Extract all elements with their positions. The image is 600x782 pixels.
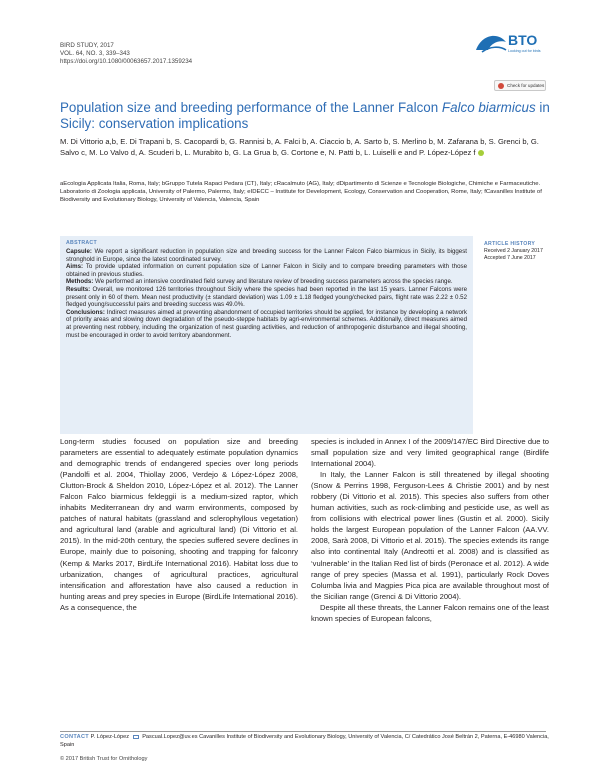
- article-title: [60, 100, 550, 132]
- body-paragraph: In Italy, the Lanner Falcon is still threatened by illegal shooting (Snow & Perrins 1998, Ferguson-Lees & Christie 2001) and by nest robbery (Di Vittorio et al. 2015). This species also suffers from other human activities, such as rock-climbing and pesticide use, as well as from collisions with electrical power lines (Gustin et al. 2000). Sicily holds the largest European population of the Lanner Falcon (AA.VV. 2008, Sarà 2008, Di Vittorio et al. 2015). The species extends its range also into continental Italy (Andreotti et al. 2008) and is classified as ‘vulnerable’ in the Italian Red list of birds (Peronace et al. 2012). A wide range of prey species (Massa et al. 1991), particularly Rock Doves Columba livia and Magpies Pica pica are available throughout most of the Sicilian range (Grenci & Di Vittorio 2004).: [311, 470, 549, 601]
- abstract-label: ABSTRACT: [66, 240, 97, 246]
- body-paragraph: Despite all these threats, the Lanner Falcon remains one of the least known species of European falcons,: [311, 602, 549, 623]
- orcid-icon[interactable]: [478, 150, 484, 156]
- conclusions-text: Indirect measures aimed at preventing abandonment of occupied territories should be applied, for instance by developing a network of priority areas and slowing down degradation of the pseudo-steppe habitats by agri-environmental schemes. Additionally, direct measures aimed at preventing nest robbery, including the organization of nest guarding activities, and reduction of anthropogenic disturbance and illegal shooting, must be encouraged in order to avoid territory abandonment.: [66, 308, 467, 339]
- logo-tagline: Looking out for birds: [508, 49, 541, 53]
- author-list: [60, 137, 550, 159]
- logo-name: BTO: [508, 32, 538, 48]
- journal-volume: VOL. 64, NO. 3, 339–343: [60, 50, 130, 58]
- body-column-left: [60, 436, 298, 613]
- abstract-box: [60, 236, 473, 434]
- conclusions-label: Conclusions:: [66, 308, 105, 316]
- contact-email[interactable]: Pascual.Lopez@uv.es: [142, 734, 198, 740]
- title-species: Falco biarmicus: [441, 100, 536, 115]
- affiliations: aEcologia Applicata Italia, Roma, Italy; bGruppo Tutela Rapaci Pedara (CT), Italy; cRacalmuto (AG), Italy; dDipartimento di Scienze e Tecnologie Biologiche, Chimiche e Farmaceutiche. Laboratorio di Zoologia applicata, University of Palermo, Palermo, Italy; eIDECC – Institute for Development, Ecology, Conservation and Cooperation, Rome, Italy; fCavanilles Institute of Biodiversity and Evolutionary Biology, University of Valencia, Valencia, Spain: [60, 181, 542, 204]
- history-received: Received 2 January 2017: [484, 248, 543, 254]
- contact-footer: [60, 734, 550, 749]
- body-column-right: [311, 436, 549, 624]
- check-for-updates-button[interactable]: [494, 80, 546, 91]
- capsule-text: We report a significant reduction in population size and breeding success for the Lanner Falcon Falco biarmicus in Sicily, its biggest stronghold in Europe, since the latest coordinated survey.: [66, 248, 467, 263]
- authors-text: M. Di Vittorio a,b, E. Di Trapani b, S. Cacopardi b, G. Rannisi b, A. Falci b, A. Ciaccio b, A. Sarto b, S. Merlino b, M. Zafarana b, S. Grenci b, G. Salvo c, M. Lo Valvo d, A. Scuderi b, L. Murabito b, G. La Grua b, G. Cortone e, N. Patti b, L. Luiselli e and P. López-López f: [60, 137, 539, 157]
- contact-address: Cavanilles Institute of Biodiversity and Evolutionary Biology, University of Valencia, C/ Catedrático José Beltrán 2, Paterna, E-46980 Valencia, Spain: [60, 734, 549, 748]
- methods-label: Methods:: [66, 278, 94, 286]
- journal-doi[interactable]: https://doi.org/10.1080/00063657.2017.1359234: [60, 58, 193, 66]
- article-history: [484, 241, 564, 262]
- aims-text: To provide updated information on current population size of Lanner Falcon in Sicily and to compare breeding parameters with those obtained in previous studies.: [66, 263, 467, 278]
- journal-name: BIRD STUDY, 2017: [60, 42, 114, 49]
- abstract-text: [66, 248, 467, 339]
- title-text-1: Population size and breeding performance of the Lanner Falcon: [60, 100, 442, 115]
- contact-label: CONTACT: [60, 734, 90, 740]
- history-label: ARTICLE HISTORY: [484, 241, 536, 247]
- contact-name: P. López-López: [90, 734, 130, 740]
- capsule-label: Capsule:: [66, 248, 92, 255]
- check-updates-label: Check for updates: [507, 83, 545, 88]
- footer-divider: [60, 731, 546, 732]
- body-paragraph: Long-term studies focused on population size and breeding parameters are essential to adequately estimate population dynamics and demographic trends of endangered species over long periods (Pandolfi et al. 2004, Thiollay 2006, Verdejo & López-López 2008, Clutton-Brock & Sheldon 2010, López-López et al. 2012). The Lanner Falcon Falco biarmicus feldeggii is a medium-sized raptor, which inhabits Mediterranean dry and warm environments, composed by patches of natural habitats (grassland and sclerophyllous vegetation) and agricultural land (arable and agricultural land) (Di Vittorio et al. 2015). In the mid-20th century, the species suffered severe declines in Europe, mainly due to poisoning, shooting and trapping for falconry (Kemp & Marks 2017, BirdLife International 2016). Habitat loss due to urbanization, changes of agricultural practices, agricultural intensification and afforestation have also caused a reduction in hunting areas and prey species in Europe (BirdLife International 2016). As a consequence, the: [60, 437, 298, 612]
- aims-label: Aims:: [66, 263, 84, 271]
- title-text-2: in Sicily: conservation implications: [60, 100, 550, 131]
- methods-text: We performed an intensive coordinated field survey and literature review of breeding success parameters across the species range.: [93, 278, 453, 286]
- email-icon: [133, 735, 139, 739]
- body-paragraph: species is included in Annex I of the 2009/147/EC Bird Directive due to small population size and very limited geographical range (Birdlife International 2004).: [311, 437, 549, 469]
- journal-meta: [60, 42, 192, 67]
- results-text: Overall, we monitored 126 territories throughout Sicily where the species had been reported in the last 15 years. Lanner Falcons were present only in 60 of them. Mean nest productivity (± standard deviation) was 1.09 ± 1.18 fledged young/checked pairs, flight rate was 2.22 ± 0.52 fledged young/successful pairs and breeding success was 49.0%.: [66, 285, 467, 309]
- results-label: Results:: [66, 285, 91, 293]
- crossmark-icon: [498, 83, 504, 89]
- history-accepted: Accepted 7 June 2017: [484, 255, 536, 261]
- copyright: © 2017 British Trust for Ornithology: [60, 756, 148, 762]
